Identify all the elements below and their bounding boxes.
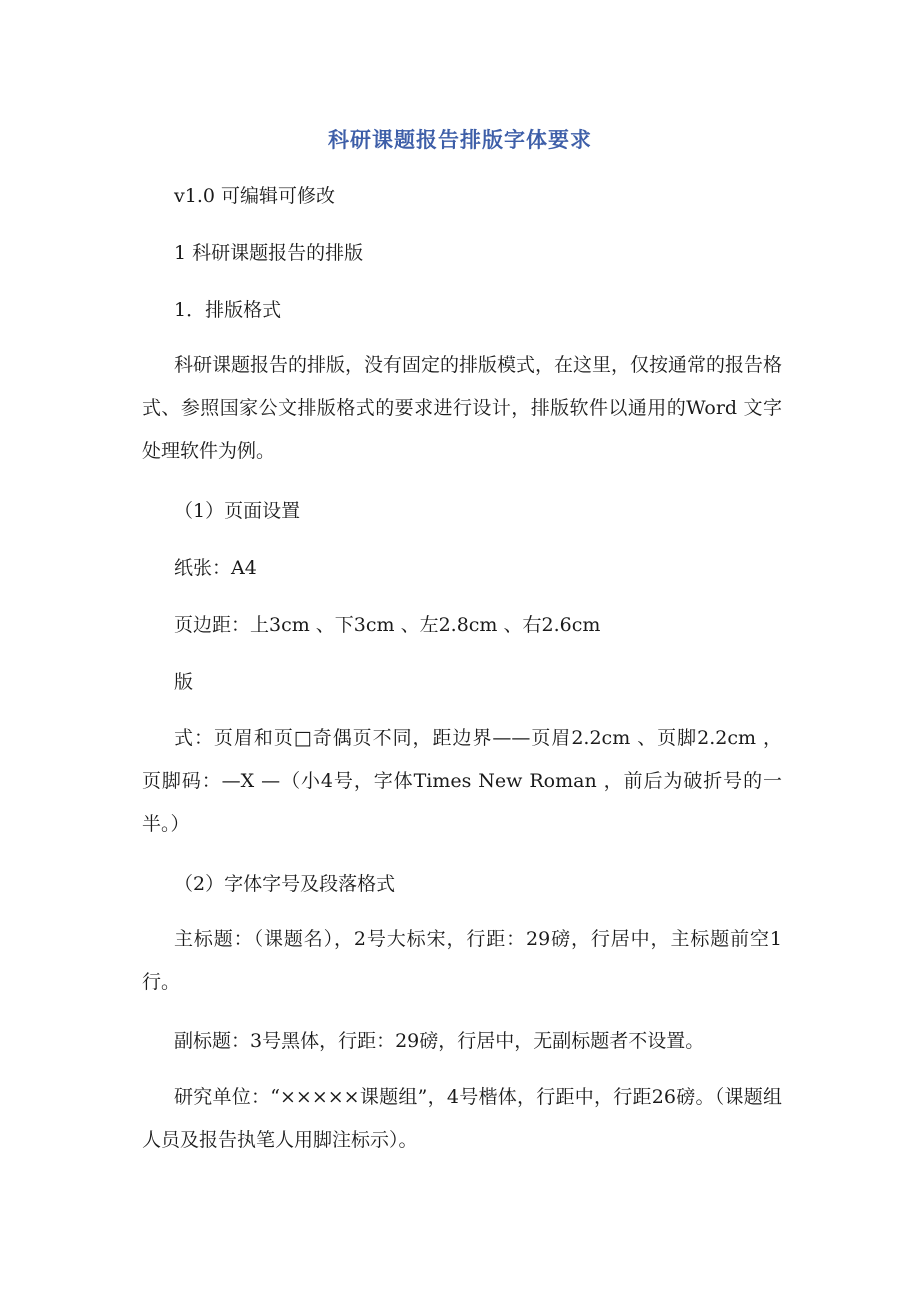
- section-heading: 1 科研课题报告的排版: [174, 242, 364, 264]
- font-heading: （2）字体字号及段落格式: [174, 873, 396, 895]
- page-setup-heading: （1）页面设置: [174, 500, 301, 522]
- layout-label: 版: [174, 671, 194, 693]
- subsection-heading: 1．排版格式: [174, 299, 282, 321]
- main-title-paragraph: 主标题：（课题名），2号大标宋，行距：29磅，行居中，主标题前空1行。: [142, 928, 782, 993]
- layout-paragraph: 式：页眉和页□奇偶页不同，距边界——页眉2.2cm 、页脚2.2cm ， 页脚码：—X —（小4号，字体Times New Roman ，前后为破折号的一半。）: [142, 727, 782, 835]
- version-line: v1.0 可编辑可修改: [174, 185, 335, 207]
- paper-line: 纸张：A4: [174, 557, 257, 579]
- document-title: 科研课题报告排版字体要求: [328, 128, 592, 152]
- subtitle-line: 副标题：3号黑体，行距：29磅，行居中，无副标题者不设置。: [174, 1030, 705, 1052]
- unit-paragraph: 研究单位：“×××××课题组”，4号楷体，行距中，行距26磅。（课题组人员及报告执笔人用脚注标示）。: [142, 1086, 782, 1151]
- margins-line: 页边距：上3cm 、下3cm 、左2.8cm 、右2.6cm: [174, 614, 601, 636]
- intro-paragraph: 科研课题报告的排版，没有固定的排版模式，在这里，仅按通常的报告格式、参照国家公文排版格式的要求进行设计，排版软件以通用的Word 文字处理软件为例。: [142, 354, 783, 462]
